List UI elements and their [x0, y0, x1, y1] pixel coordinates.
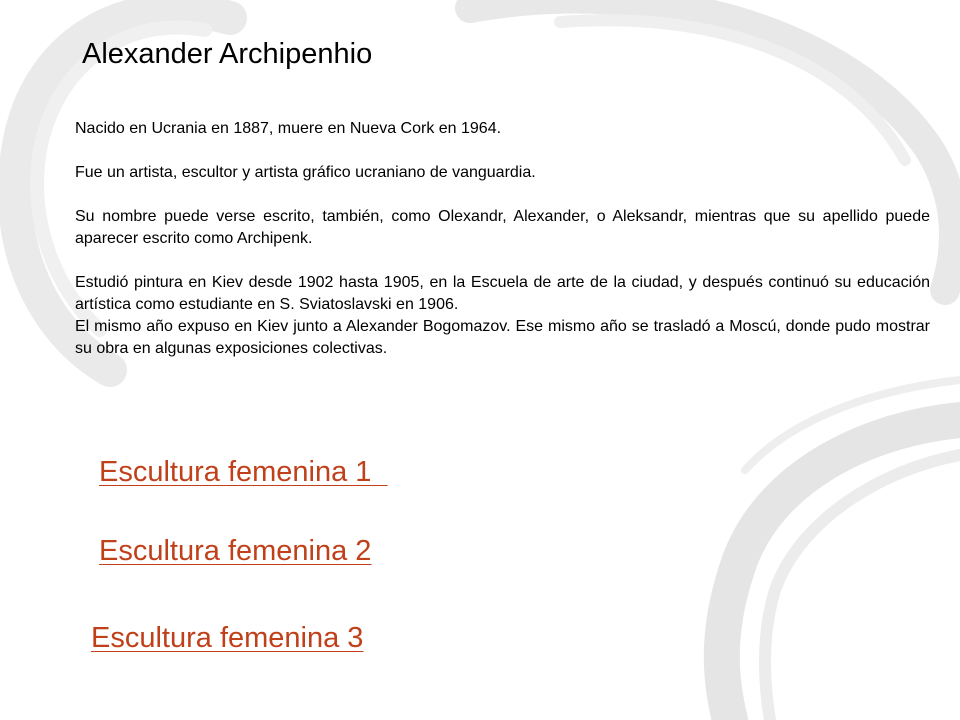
biography-text [75, 118, 930, 360]
brush-arc-bottom-right [722, 420, 960, 720]
page-title: Alexander Archipenhio [82, 38, 373, 70]
link-escultura-femenina-2[interactable]: Escultura femenina 2 [99, 535, 372, 567]
paragraph-name-variants: Su nombre puede verse escrito, también, como Olexandr, Alexander, o Aleksandr, mientras que su apellido puede aparecer escrito como Archipenk. [75, 208, 930, 247]
brush-arc-bottom-right-inner [765, 455, 960, 720]
paragraph-education: Estudió pintura en Kiev desde 1902 hasta 1905, en la Escuela de arte de la ciudad, y después continuó su educación artística como estudiante en S. Sviatoslavski en 1906. [75, 274, 930, 313]
paragraph-birth: Nacido en Ucrania en 1887, muere en Nueva Cork en 1964. [75, 120, 502, 137]
paragraph-exhibition: El mismo año expuso en Kiev junto a Alexander Bogomazov. Ese mismo año se trasladó a Moscú, donde pudo mostrar su obra en algunas exposiciones colectivas. [75, 318, 930, 357]
link-escultura-femenina-1[interactable]: Escultura femenina 1 [99, 456, 388, 488]
brush-arc-bottom-right-thin [745, 380, 960, 470]
paragraph-artist: Fue un artista, escultor y artista gráfico ucraniano de vanguardia. [75, 164, 536, 181]
link-escultura-femenina-3[interactable]: Escultura femenina 3 [91, 622, 364, 654]
